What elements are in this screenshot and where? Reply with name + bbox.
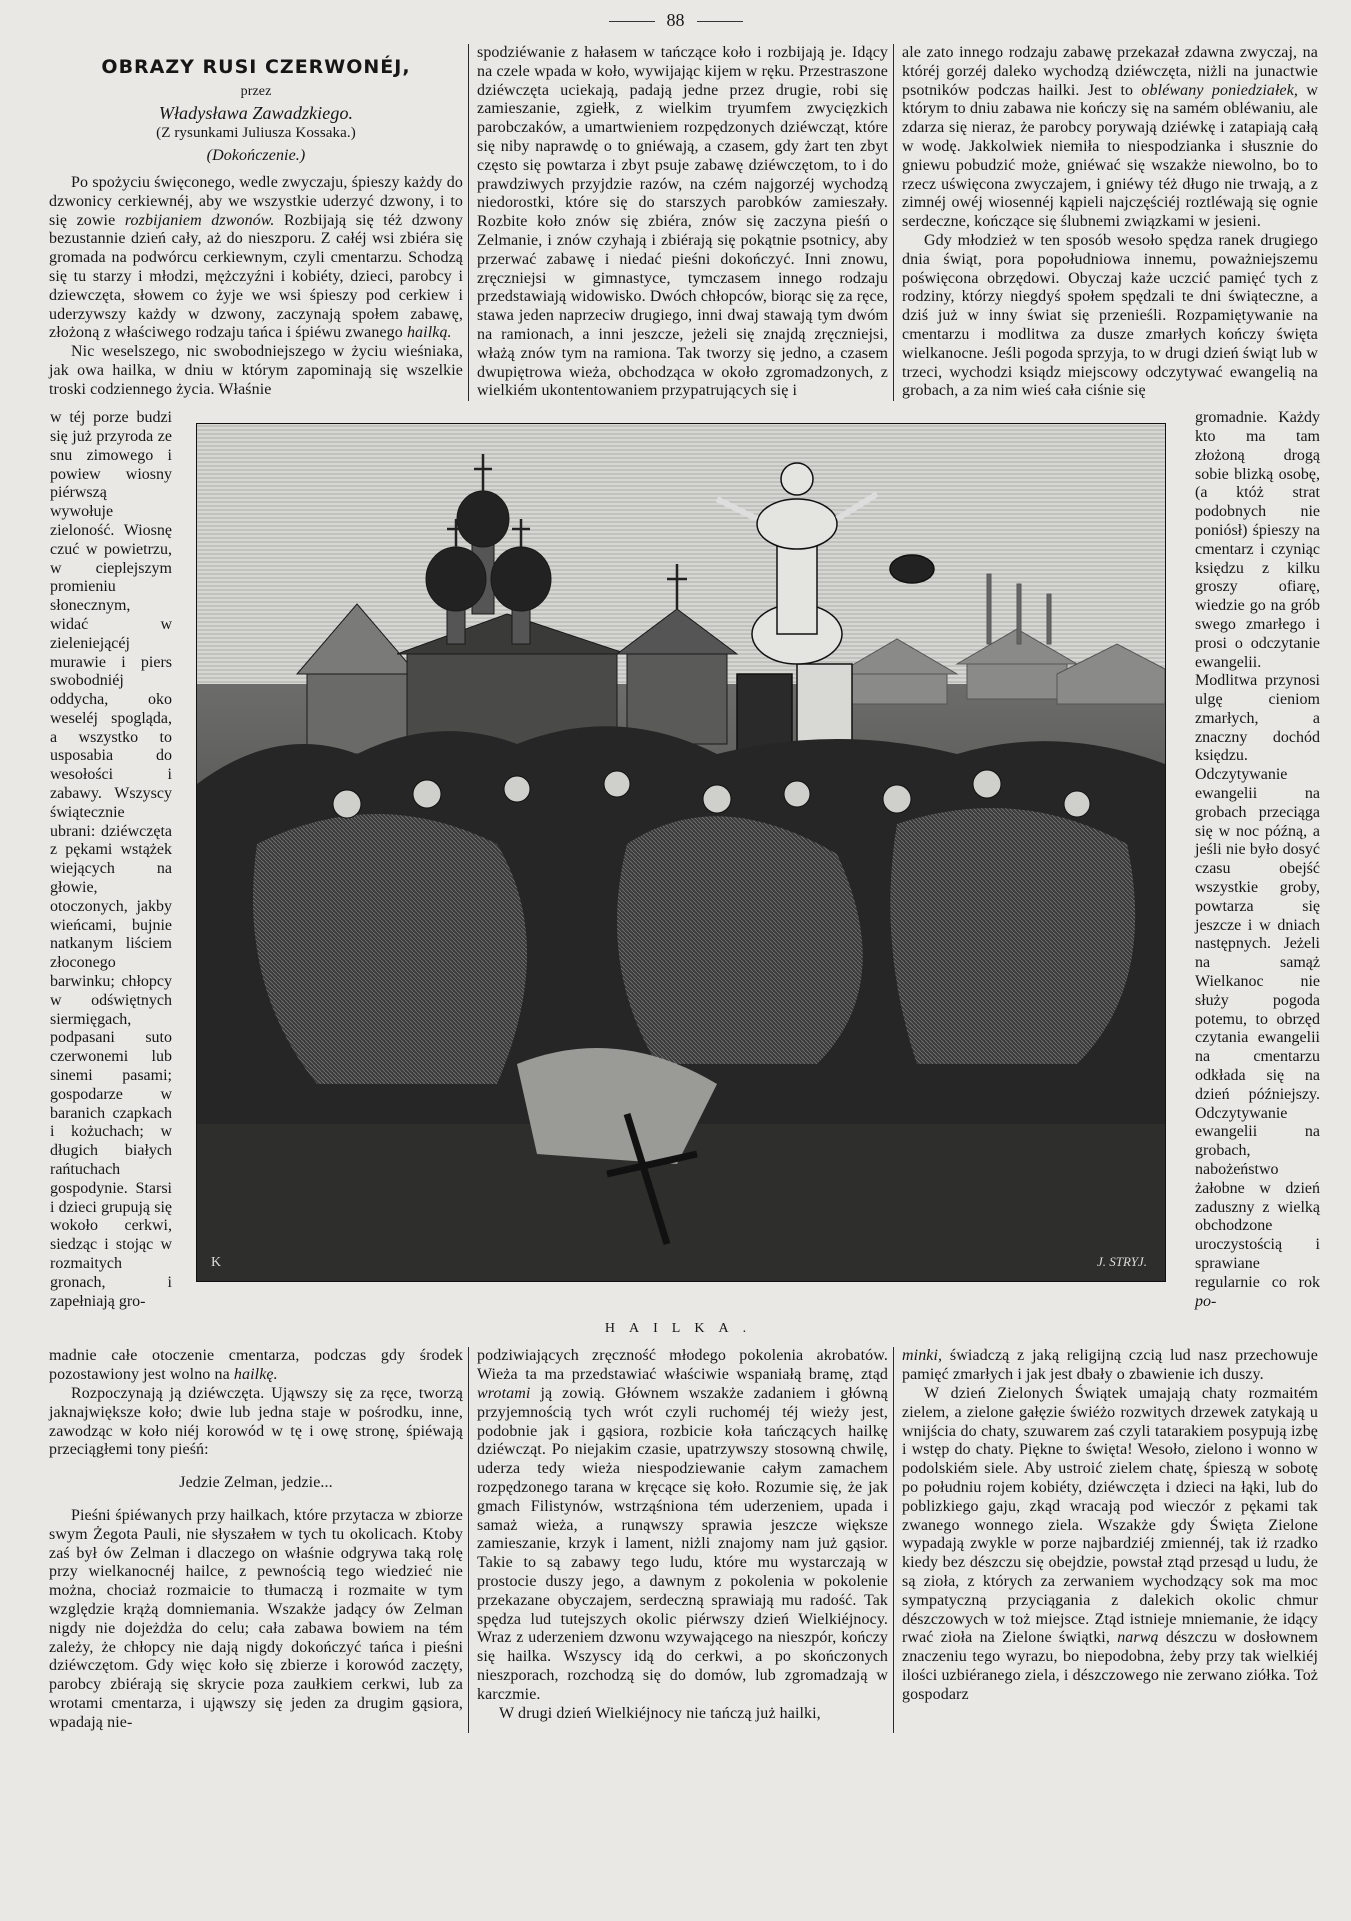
article-text: [49, 174, 463, 400]
text-run: W dzień Zielonych Świątek umajają chaty rozmaitém zielem, a zielone gałęzie świéżo rozwitych drzewek zatykają u wnijścia do chaty, szuwarem zaś czyli tatarakiem posypują izbę i wstęp do chaty. Piękne to święta! Wesoło, zielono i wonno w podolskiém siele. Aby ustroić zielem chatę, śpieszą w sobotę po południu rojem kobiéty, dziéwczęta i dzieci na łąki, lub do poblizkiego gaju, zkąd wracają pod wieczór z pękami tak zwanego wonnego ziela. Wszakże gdy Święta Zielone wypadają zwykle w porze najbardziéj zmiennéj, tak iż rzadko kiedy bez dészczu się obejdzie, powstał ztąd przesąd u ludu, że są zioła, z których za zerwaniem wychodzący sok ma moc sympatyczną przyciągania z dalekich okolic chmur dészczowych w toż miejsce. Ztąd istnieje mniemanie, że idący rwać zioła na Zielone świątki,: [902, 1384, 1318, 1647]
paragraph: [477, 44, 888, 401]
article-illustrator: (Z rysunkami Juliusza Kossaka.): [156, 125, 356, 142]
column-3-narrow: [1195, 409, 1320, 1311]
column-1-top: [49, 44, 463, 401]
page-number: [0, 8, 1351, 44]
divider: [697, 21, 743, 22]
paragraph: [49, 1385, 463, 1460]
article-title: OBRAZY RUSI CZERWONÉJ,: [101, 56, 411, 78]
engraver-signature: J. STRYJ.: [1097, 1254, 1147, 1270]
text-run: Rozpoczynają ją dziéwczęta. Ująwszy się za ręce, tworzą jaknajwiększe koło; dwie lub jedna staje w pośrodku, inne, zawodząc w koło niéj korowód w tę i owę stronę, śpiéwają przeciągłemi tony pieśń:: [49, 1384, 463, 1459]
italic-text: hailkę.: [233, 1366, 278, 1384]
italic-text: wrotami: [477, 1384, 531, 1402]
paragraph: [902, 44, 1318, 232]
text-run: Pieśni śpiéwanych przy hailkach, które przytacza w zbiorze swym Żegota Pauli, nie słyszałem w tych tu okolicach. Ktoby zaś był ów Zelman i dlaczego on właśnie odgrywa taką rolę przy wielkanocnéj hailce, z pewnością tego wiedzieć nie można, chociaż rozmaicie to tłumaczą i rozmaite w tym względzie krążą domniemania. Wszakże jadący ów Zelman nigdy nie dojeżdża do celu; cała zabawa bowiem na tém zależy, że chłopcy nie dają nigdy dokończyć tańca i pieśni dziéwczętom. Gdy więc koło się zbierze i korowód zaczęty, parobcy zbiérają się skrycie poza zaułkiem cerkwi, lub za wrotami cmentarza, i ująwszy się jeden za drugim gąsiora, wpadają nie-: [49, 1506, 463, 1731]
paragraph: [902, 1385, 1318, 1705]
italic-text: obléwany poniedziałek,: [1141, 81, 1299, 99]
top-columns: [49, 44, 1351, 401]
italic-text: rozbijaniem dzwonów.: [124, 211, 275, 229]
paragraph: [1195, 409, 1320, 1311]
paragraph: [49, 343, 463, 399]
verse-line: [49, 1474, 463, 1493]
bottom-columns: [49, 1347, 1351, 1732]
text-run: podziwiających zręczność młodego pokolenia akrobatów. Wieża ta ma przedstawiać właściwie wspaniałą bramę, ztąd: [477, 1347, 888, 1384]
text-run: dészczu w dosłownem znaczeniu tego wyrazu, bo niepodobna, żeby przy tak wielkiéj ilości uzbiéranego ziela, i dészczowego nie zerwano ziółka. Toż gospodarz: [902, 1629, 1319, 1703]
column-1-narrow: [50, 409, 172, 1311]
column-2-bottom: [477, 1347, 888, 1732]
page-number-text: 88: [666, 10, 685, 30]
paragraph: [902, 232, 1318, 401]
paragraph: [49, 1347, 463, 1385]
engraver-mark-left: K: [211, 1255, 222, 1271]
middle-band: [0, 409, 1351, 1311]
divider: [609, 21, 655, 22]
text-run: spodziéwanie z hałasem w tańczące koło i rozbijają je. Idący na czele wpada w koło, wywijając kijem w ręku. Przestraszone dziéwczęta uciekają, padają jedne przez drugie, robi się zamieszanie, zgiełk, z wielkim tryumfem zwycięzkich parobczaków, a umartwieniem rozpędzonych dziéwcząt, które się niby naprawdę o to gniéwają, a czasem, gdy żart ten zbyt często się powtarza i zbyt psuje zabawę dziéwczętom, to i do prawdziwych przyjdzie razów, na czém najgorzéj wychodzą niedorostki, które się do starszych parobków zamieszały. Rozbite koło znów się zbiéra, znów się zaczyna pieśń o Zelmanie, i znów czyhają i zbiérają się pokątnie psotnicy, aby przerwać zabawę i niedać pieśni dokończyć. Inni znowu, zręczniejsi w gimnastyce, tymczasem innego rodzaju przedstawiają widowisko. Dwóch chłopców, biorąc się za ręce, stawa jeden naprzeciw drugiego, inni dwaj stawają tym dwóm na ramionach, a inni jeszcze, jeżeli się znajdą zręczniejsi, włażą znów tym na ramiona. Tak tworzy się jedno, a czasem dwupiętrowa wieża, obchodząca w około zgromadzonych, z wielkiém ukontentowaniem przypatrujących się i: [477, 44, 888, 400]
paragraph: [50, 409, 172, 1311]
text-run: Jedzie Zelman, jedzie...: [179, 1474, 333, 1492]
paragraph: [49, 1507, 463, 1733]
italic-text: hailką.: [406, 324, 452, 342]
italic-text: minki,: [902, 1347, 943, 1365]
italic-text: po-: [1195, 1292, 1217, 1310]
article-byline: przez: [240, 83, 272, 99]
column-1-bottom: [49, 1347, 463, 1732]
column-3-top: [902, 44, 1318, 401]
paragraph: [477, 1347, 888, 1704]
text-run: świadczą z jaką religijną czcią lud nasz przechowuje pamięć zmarłych i jak jest dbały o zbawienie ich duszy.: [902, 1347, 1318, 1384]
paragraph: [902, 1347, 1318, 1385]
column-rule: [893, 1347, 894, 1732]
text-run: Rozbijają się téż dzwony bezustannie dzień cały, aż do nieszporu. Z całéj wsi zbiéra się gromada na podwórcu cerkiewnym, czyli cmentarzu. Schodzą się tu starzy i młodzi, mężczyźni i kobiéty, dzieci, parobcy i dziewczęta, słowem co żyje we wsi śpieszy pod cerkiew i uderzywszy każdy w dzwony, zaczynają społem zabawę, złożoną z właściwego rodzaju tańca i śpiéwu zwanego: [49, 211, 464, 342]
text-run: w téj porze budzi się już przyroda ze snu zimowego i powiew wiosny piérwszą wywołuje zieloność. Wiosnę czuć w powietrzu, w cieplejszym promieniu słonecznym, widać w zieleniejącéj murawie i piers swobodniéj oddycha, oko weseléj spogląda, a wszystko to usposabia do wesołości i zabawy. Wszyscy świątecznie ubrani: dziéwczęta z pękami wstążek wiejących na głowie, otoczonych, jakby wieńcami, bujnie natkanym liściem złoconego barwinku; chłopcy w odświętnych siermięgach, podpasani suto czerwonemi lub sinemi pasami; gospodarze w baranich czapkach i kożuchach; w długich białych rańtuchach gospodynie. Starsi i dzieci grupują się wokoło cerkwi, siedząc i stojąc w rozmaitych gronach, i zapełniają gro-: [50, 409, 172, 1310]
illustration-hailka: [196, 423, 1166, 1282]
text-run: gromadnie. Każdy kto ma tam złożoną drogą sobie blizką osobę, (a któż strat podobnych nie poniósł) śpieszy na cmentarz i czyniąc księdzu z kilku groszy ofiarę, wiedzie go na grób swego zmarłego i prosi o odczytanie ewangelii. Modlitwa przynosi ulgę cieniom zmarłych, a znaczny dochód księdzu. Odczytywanie ewangelii na grobach przeciąga się w noc późną, a jeśli nie było dosyć czasu obejść wszystkie groby, powtarza się jeszcze i w dniach następnych. Jeżeli na samąż Wielkanoc nie służy pogoda potemu, to obrzęd czytania ewangelii na cmentarzu odkłada się na dzień późniejszy. Odczytywanie ewangelii na grobach, nabożeństwo żałobne w dzień zaduszny z wielką obchodzone uroczystością i sprawiane regularnie co rok: [1195, 409, 1320, 1291]
text-run: Nic weselszego, nic swobodniejszego w życiu wieśniaka, jak owa hailka, w dniu w którym zapominają się wszelkie troski codziennego życia. Właśnie: [49, 343, 463, 398]
column-rule: [468, 1347, 469, 1732]
text-run: w którym to dniu zabawa nie kończy się na samém obléwaniu, ale zdarza się nieraz, że parobcy porywają dziéwkę i zatapiają całą w wodę. Jakkolwiek niemiła to niespodzianka i słusznie do gniewu pobudzić może, gniéwać się wszakże niewolno, bo to rzecz uświęcona zwyczajem, i gniéwy téż długo nie trwają, a z zimnéj owéj wiosennéj kąpieli najczęściéj roztléwają się ognie serdeczne, kończące się ślubnemi związkami w jesieni.: [902, 81, 1318, 231]
paragraph: [49, 174, 463, 343]
column-rule: [468, 44, 469, 401]
text-run: Po spożyciu święconego, wedle zwyczaju, śpieszy każdy do dzwonicy cerkiewnéj, aby we wszystkie uderzyć dzwony, i to się zowie: [49, 173, 463, 229]
column-2-top: [477, 44, 888, 401]
article-author: Władysława Zawadzkiego.: [158, 102, 354, 123]
article-continuation: (Dokończenie.): [206, 147, 306, 165]
engraving: [197, 424, 1165, 1281]
paragraph: [477, 1705, 888, 1724]
text-run: ale zato innego rodzaju zabawę przekazał zdawna zwyczaj, na któréj gorzéj daleko wychodzą dziéwczęta, niżli na junactwie psotników podczas hailki. Jest to: [902, 44, 1318, 99]
italic-text: narwą: [1117, 1629, 1159, 1647]
column-3-bottom: [902, 1347, 1318, 1732]
text-run: W drugi dzień Wielkiéjnocy nie tańczą już hailki,: [499, 1704, 821, 1722]
text-run: ją zowią. Głównem wszakże zadaniem i główną przyjemnością tych wrót czyli ruchoméj téj wieży jest, podobnie jak i gąsiora, rozbicie koła tańczących hailkę dziéwcząt. Po niejakim czasie, upatrzywszy stosowną chwilę, uderza tedy wieża niespodziewanie całym zamachem rozpędzonego tarana w kręcące się koło. Rozumie się, że jak gmach Filistynów, wstrząśniona tém uderzeniem, upada i samaż wieża, a runąwszy sprawia jeszcze większe zamieszanie, krzyk i lament, niżli znajomy nam już gąsior. Takie to są zabawy tego ludu, które mu wystarczają w prostocie duszy jego, a dawnym z pokolenia w pokolenie przekazane obyczajem, serdeczną sprawiają mu radość. Tak spędza lud tutejszych okolic piérwszy dzień Wielkiéjnocy. Wraz z uderzeniem dzwonu wzywającego na nieszpór, kończy się hailka. Wszyscy idą do cerkwi, a po skończonych nieszporach, rozchodzą się do domów, lub zgromadzają w karczmie.: [477, 1384, 888, 1703]
crowd: [197, 726, 1165, 1281]
illustration-caption: HAILKA.: [604, 1321, 761, 1337]
text-run: madnie całe otoczenie cmentarza, podczas gdy środek pozostawiony jest wolno na: [49, 1347, 463, 1384]
text-run: Gdy młodzież w ten sposób wesoło spędza ranek drugiego dnia świąt, pora popołudniowa innemu, poważniejszemu poświęcona obrzędowi. Obyczaj każe uczcić pamięć tych z rodziny, którzy niegdyś społem spędzali te dni świąteczne, a dziś już w inny świat się przenieśli. Rozpamiętywanie na cmentarzu i modlitwa za dusze zmarłych kończy święta wielkanocne. Jeśli pogoda sprzyja, to w drugi dzień świąt lub w trzeci, wychodzi ksiądz miejscowy odczytywać ewangelią na grobach, a za nim wieś cała ciśnie się: [902, 231, 1318, 400]
column-rule: [893, 44, 894, 401]
